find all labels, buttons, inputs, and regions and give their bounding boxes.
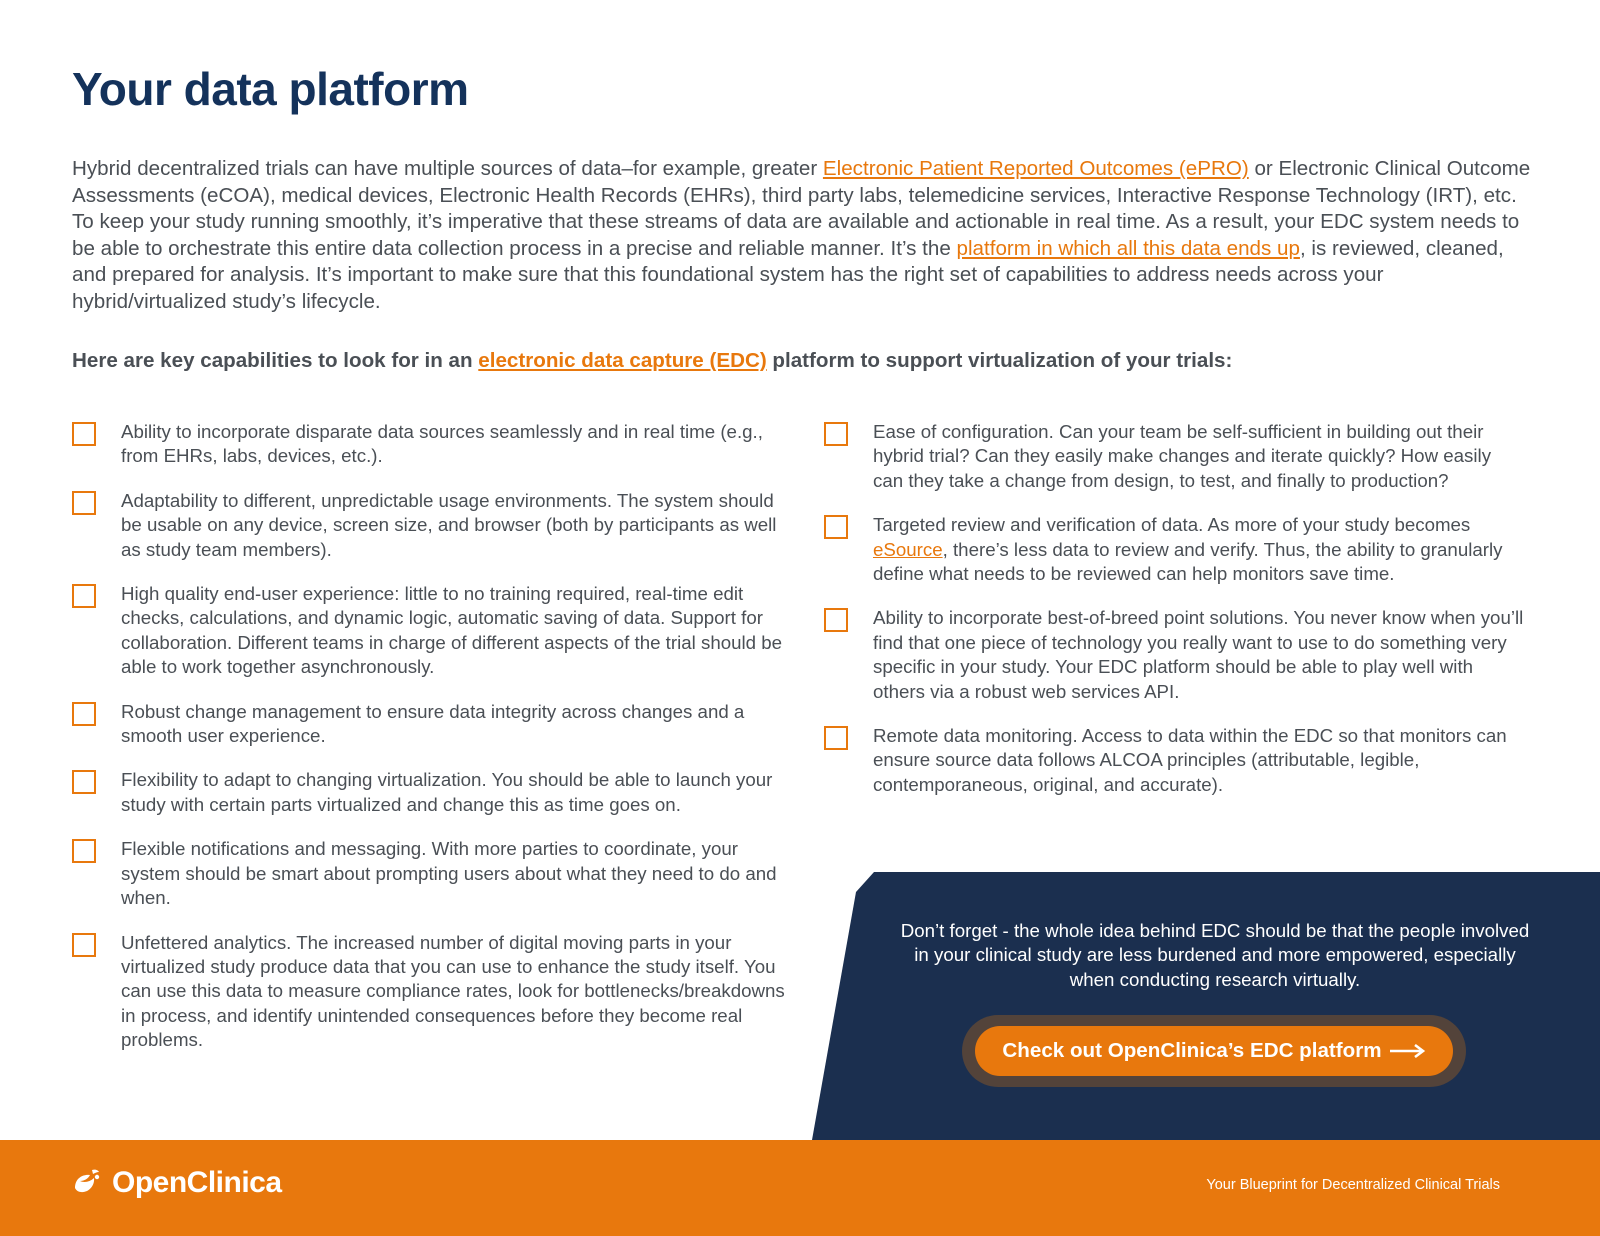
checkbox-icon[interactable]: [72, 422, 96, 446]
openclinica-logo-icon: [70, 1166, 104, 1200]
checklist-item: [824, 724, 1524, 797]
edc-link[interactable]: electronic data capture (EDC): [478, 349, 767, 372]
esource-text-2: , there’s less data to review and verify. Thus, the ability to granularly define what needs to be reviewed can help monitors save time.: [873, 538, 1503, 585]
checklist-item-text: Flexibility to adapt to changing virtualization. You should be able to launch your study with certain parts virtualized and change this as time goes on.: [121, 769, 773, 815]
edc-platform-button[interactable]: [975, 1026, 1453, 1076]
platform-link[interactable]: platform in which all this data ends up: [956, 236, 1300, 260]
checklist-item: [824, 606, 1524, 704]
checkbox-icon[interactable]: [72, 491, 96, 515]
edc-platform-button-label: Check out OpenClinica’s EDC platform: [1002, 1039, 1382, 1062]
right-checklist: [824, 420, 1524, 817]
checklist-item: [72, 931, 792, 1053]
checklist-item: [72, 489, 792, 562]
checkbox-icon[interactable]: [72, 933, 96, 957]
checkbox-icon[interactable]: [72, 702, 96, 726]
intro-paragraph: [72, 156, 1532, 315]
checklist-item-text: Ease of configuration. Can your team be self-sufficient in building out their hybrid trial? Can they easily make changes and iterate quickly? How easily can they take a change from design, to test, and finally to production?: [873, 421, 1492, 491]
checklist-item-text: High quality end-user experience: little to no training required, real-time edit checks, calculations, and dynamic logic, automatic saving of data. Support for collaboration. Different teams in charge of different aspects of the trial should be able to work together asynchronously.: [121, 583, 783, 678]
key-heading-text-1: Here are key capabilities to look for in an: [72, 349, 479, 372]
checklist-item-text: Ability to incorporate best-of-breed point solutions. You never know when you’ll find that one piece of technology you really want to use to do something very specific in your study. Your EDC platform should be able to play well with others via a robust web services API.: [873, 607, 1524, 702]
epro-link[interactable]: Electronic Patient Reported Outcomes (ePRO): [822, 157, 1249, 180]
cta-panel: [812, 872, 1600, 1140]
checklist-item-text: Flexible notifications and messaging. With more parties to coordinate, your system should be smart about prompting users about what they need to do and when.: [121, 838, 777, 909]
checklist-item-text: [873, 514, 1502, 584]
openclinica-logo[interactable]: [70, 1166, 282, 1200]
intro-text-2: or Electronic Clinical Outcome Assessments (eCOA), medical devices, Electronic Health Records (EHRs), third party labs, telemedicine services, Interactive Response Technology (IRT), etc. To keep your study running smoothly, it’s imperative that these streams of data are available and actionable in real time. As a result, your EDC system needs to be able to orchestrate this entire data collection process in a precise and reliable manner. It’s the: [72, 157, 1531, 260]
checklist-item: [72, 837, 792, 910]
checkbox-icon[interactable]: [72, 839, 96, 863]
intro-text-3: , is reviewed, cleaned, and prepared for analysis. It’s important to make sure that this foundational system has the right set of capabilities to address needs across your hybrid/virtualized study’s lifecycle.: [72, 236, 1504, 313]
checkbox-icon[interactable]: [824, 422, 848, 446]
intro-text-1: Hybrid decentralized trials can have multiple sources of data–for example, greater: [72, 157, 823, 180]
checkbox-icon[interactable]: [824, 726, 848, 750]
arrow-right-icon: [1390, 1044, 1426, 1058]
esource-link[interactable]: eSource: [873, 538, 943, 560]
checklist-item: [72, 582, 792, 680]
checklist-item: [72, 768, 792, 817]
checkbox-icon[interactable]: [72, 770, 96, 794]
checklist-item: [824, 513, 1524, 586]
checklist-item-text: Adaptability to different, unpredictable usage environments. The system should be usable on any device, screen size, and browser (both by participants as well as study team members).: [121, 489, 777, 560]
checkbox-icon[interactable]: [824, 515, 848, 539]
checklist-item-text: Ability to incorporate disparate data sources seamlessly and in real time (e.g., from EHRs, labs, devices, etc.).: [121, 421, 763, 467]
checklist-item: [72, 420, 792, 469]
checklist-item-text: Robust change management to ensure data integrity across changes and a smooth user experience.: [121, 700, 745, 747]
checklist-item-text: Remote data monitoring. Access to data within the EDC so that monitors can ensure source data follows ALCOA principles (attributable, legible, contemporaneous, original, and accurate).: [873, 725, 1507, 795]
checklist-item-text: Unfettered analytics. The increased number of digital moving parts in your virtualized study produce data that you can use to enhance the study itself. You can use this data to measure compliance rates, look for bottlenecks/breakdowns in process, and identify unintended consequences before they become real problems.: [121, 931, 785, 1051]
checklist-item: [72, 700, 792, 749]
key-capabilities-heading: [72, 349, 1532, 373]
logo-text: OpenClinica: [112, 1166, 282, 1199]
footer-tagline: Your Blueprint for Decentralized Clinical Trials: [1206, 1177, 1500, 1193]
key-heading-text-2: platform to support virtualization of your trials:: [766, 349, 1233, 372]
checklist-item: [824, 420, 1524, 493]
page-title: Your data platform: [72, 63, 469, 115]
cta-text: Don’t forget - the whole idea behind EDC should be that the people involved in your clinical study are less burdened and more empowered, especially when conducting research virtually.: [900, 920, 1530, 990]
left-checklist: [72, 420, 792, 1073]
checkbox-icon[interactable]: [72, 584, 96, 608]
esource-text-1: Targeted review and verification of data. As more of your study becomes: [873, 514, 1471, 536]
checkbox-icon[interactable]: [824, 608, 848, 632]
